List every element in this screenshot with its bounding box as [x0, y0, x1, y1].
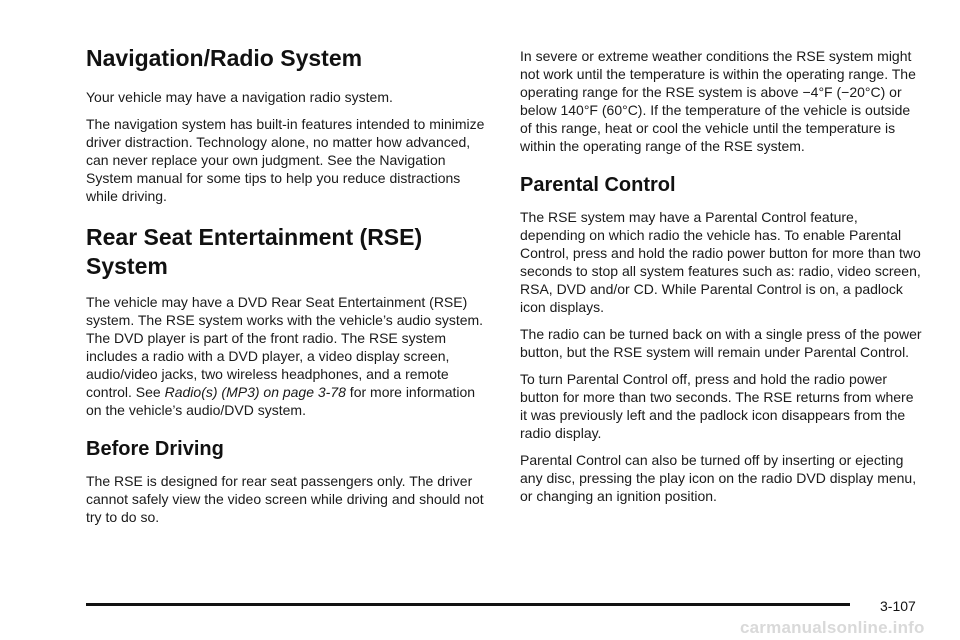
- heading-rear-seat-entertainment: [86, 223, 490, 281]
- heading-before-driving: Before Driving: [86, 438, 224, 460]
- parental-paragraph-3: To turn Parental Control off, press and hold the radio power button for more than two seconds. The RSE returns from where it was previously left and the padlock icon disappears from the radio display.: [520, 371, 914, 441]
- left-column: [86, 40, 490, 535]
- heading-navigation-radio-system: Navigation/Radio System: [86, 45, 363, 71]
- rse-paragraph-1: [86, 293, 490, 419]
- weather-paragraph: In severe or extreme weather conditions the RSE system might not work until the temperature is within the operating range. The operating range for the RSE system is above −4°F (−20°C) or below 140°F (60°C). If the temperature of the vehicle is outside of this range, heat or cool the vehicle until the temperature is within the operating range of the RSE system.: [520, 48, 916, 154]
- page-number: 3-107: [880, 598, 916, 614]
- rse-p1-text-before: The vehicle may have a DVD Rear Seat Entertainment (RSE) system. The RSE system works with the vehicle’s audio system. The DVD player is part of the front radio. The RSE system includes a radio with a DVD player, a video display screen, audio/video jacks, two wireless headphones, and a remote control. See: [86, 294, 484, 400]
- rse-p1-text-after: for more information on the vehicle’s audio/DVD system.: [86, 384, 476, 418]
- parental-paragraph-4: Parental Control can also be turned off by inserting or ejecting any disc, pressing the play icon on the radio DVD display menu, or changing an ignition position.: [520, 452, 917, 504]
- heading-parental-control: Parental Control: [520, 174, 676, 196]
- before-driving-paragraph: The RSE is designed for rear seat passengers only. The driver cannot safely view the video screen while driving and should not try to do so.: [86, 473, 484, 525]
- nav-paragraph-2: The navigation system has built-in features intended to minimize driver distraction. Technology alone, no matter how advanced, can never replace your own judgment. See the Navigation System manual for some tips to help you reduce distractions while driving.: [86, 116, 485, 204]
- footer-rule: [86, 603, 850, 606]
- parental-paragraph-1: The RSE system may have a Parental Control feature, depending on which radio the vehicle has. To enable Parental Control, press and hold the radio power button for more than two seconds to stop all system features such as: radio, video screen, RSA, DVD and/or CD. While Parental Control is on, a padlock icon displays.: [520, 209, 921, 315]
- watermark: carmanualsonline.info: [740, 618, 925, 637]
- heading-rse-line2: System: [86, 253, 168, 279]
- right-column: [520, 47, 924, 514]
- rse-p1-page-reference[interactable]: Radio(s) (MP3) on page 3-78: [164, 384, 346, 400]
- nav-paragraph-1: Your vehicle may have a navigation radio system.: [86, 89, 393, 105]
- heading-rse-line1: Rear Seat Entertainment (RSE): [86, 224, 423, 250]
- parental-paragraph-2: The radio can be turned back on with a single press of the power button, but the RSE system will remain under Parental Control.: [520, 326, 922, 360]
